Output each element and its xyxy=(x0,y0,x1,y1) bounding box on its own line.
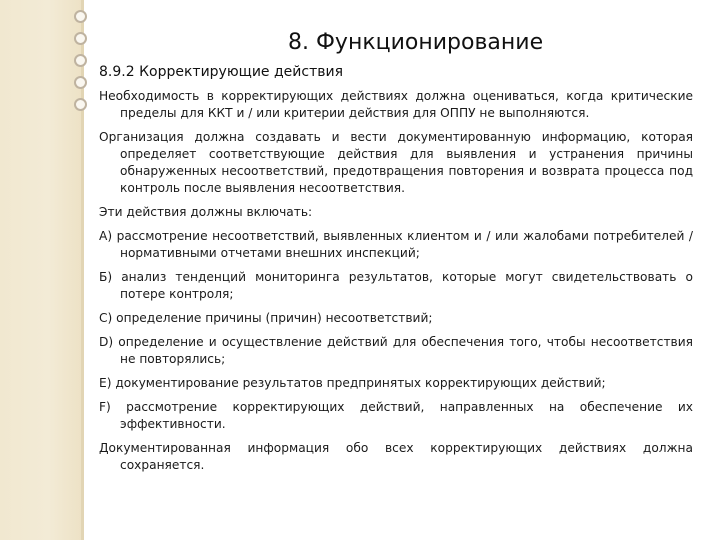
list-item: E) документирование результатов предпринятых корректирующих действий; xyxy=(99,376,606,390)
slide-content xyxy=(99,88,693,481)
section-subtitle: 8.9.2 Корректирующие действия xyxy=(99,64,343,80)
binder-ring-icon xyxy=(74,32,87,45)
list-item: F) рассмотрение корректирующих действий, направленных на обеспечение их эффективности. xyxy=(99,400,693,431)
paragraph: Организация должна создавать и вести документированную информацию, которая определяет соответствующие действия для выявления и устранения причины обнаруженных несоответствий, предотвращения повторения и возврата процесса под контроль после выявления несоответствия. xyxy=(99,130,693,195)
binder-ring-icon xyxy=(74,76,87,89)
binder-ring-icon xyxy=(74,98,87,111)
list-item: A) рассмотрение несоответствий, выявленных клиентом и / или жалобами потребителей / нормативными отчетами внешних инспекций; xyxy=(99,229,693,260)
paragraph: Документированная информация обо всех корректирующих действиях должна сохраняется. xyxy=(99,441,693,472)
list-item: D) определение и осуществление действий для обеспечения того, чтобы несоответствия не повторялись; xyxy=(99,335,693,366)
list-item: C) определение причины (причин) несоответствий; xyxy=(99,311,433,325)
paragraph: Необходимость в корректирующих действиях должна оцениваться, когда критические пределы для ККТ и / или критерии действия для ОППУ не выполняются. xyxy=(99,89,693,120)
list-item: Б) анализ тенденций мониторинга результатов, которые могут свидетельствовать о потере контроля; xyxy=(99,270,693,301)
paragraph: Эти действия должны включать: xyxy=(99,205,313,219)
binder-ring-icon xyxy=(74,10,87,23)
binder-rings xyxy=(74,10,94,120)
binder-ring-icon xyxy=(74,54,87,67)
decorative-side-band xyxy=(0,0,81,540)
slide-title: 8. Функционирование xyxy=(288,30,544,55)
